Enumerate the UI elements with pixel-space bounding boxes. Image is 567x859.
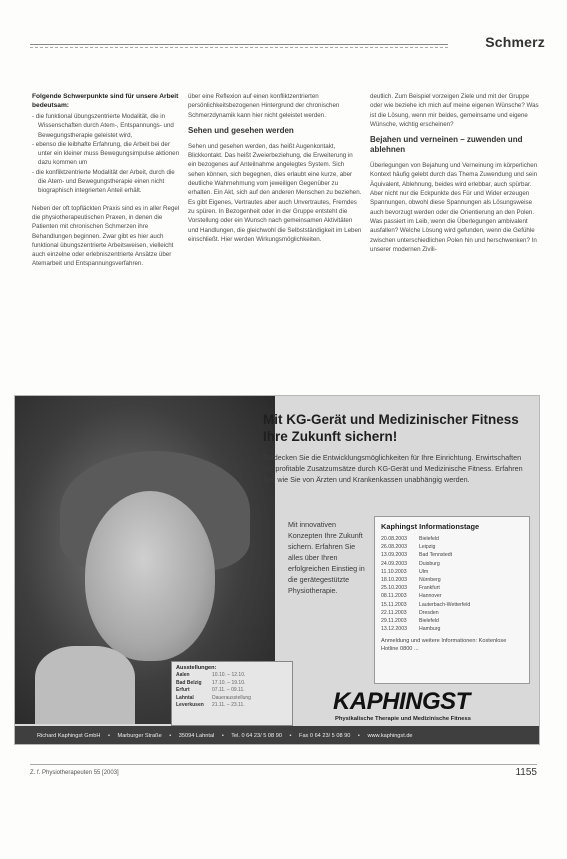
- info-city: Ulm: [419, 568, 429, 575]
- exhibition-city: Bad Belzig: [176, 679, 202, 686]
- subheading: Sehen und gesehen werden: [188, 125, 294, 135]
- info-date: 13.12.2003: [381, 626, 407, 633]
- exhibition-city: Leverkusen: [176, 702, 204, 709]
- logo-tagline: Physikalische Therapie und Medizinische Fitness: [335, 716, 471, 722]
- separator: •: [221, 733, 224, 739]
- info-city: Bielefeld: [419, 618, 439, 625]
- info-city: Frankfurt: [419, 585, 440, 592]
- info-date: 13.09.2003: [381, 552, 407, 559]
- website: www.kaphingst.de: [367, 733, 413, 739]
- ad-body-text: Entdecken Sie die Entwicklungsmöglichkeiten für Ihre Einrichtung. Erwirtschaften Sie profitable Zusatzumsätze durch KG-Gerät und Medizinische Fitness. Erfahren Sie, wie Sie von Ärzten und Krankenkassen unabhängig werden.: [263, 453, 523, 484]
- subheading: Bejahen und verneinen – zuwenden und ablehnen: [370, 135, 523, 155]
- exhibition-city: Aalen: [176, 672, 190, 678]
- info-city: Duisburg: [419, 560, 440, 567]
- info-date: 25.10.2003: [381, 585, 407, 592]
- paragraph: deutlich. Zum Beispiel vorzeigen Ziele und mit der Gruppe oder wie beziehe ich mich auf meine eigenen Wünsche? Was ist die Lösung, wenn mir beides, gemeinsame und eigene Wünsche, wichtig erscheinen?: [370, 93, 539, 128]
- info-date: 22.11.2003: [381, 609, 407, 616]
- separator: •: [169, 733, 172, 739]
- info-row: [381, 625, 523, 633]
- paragraph: Sehen und gesehen werden, das heißt Augenkontakt, Blickkontakt. Das heißt Zweierbeziehung, die Erweiterung in ein bezogenes auf Anteilnahme angelegtes System. Sich sehen können, sich begegnen, dies erlaubt eine kurze, aber deutliche Wahrnehmung vom jeweiligen Gegenüber zu erhalten. Ein Akt, sich auf den anderen Menschen zu beziehen. Es gibt Eigenes, Vertrautes aber auch Unvertrautes, Fremdes zu spüren. In Bezogenheit oder in der Gruppe entsteht die Vorstellung oder ein Wunsch nach gemeinsamen Aktivitäten und Handlungen, die gleichwohl die Selbstständigkeit im Leben einschließt. Hier werden Wirkungsmöglichkeiten.: [188, 142, 362, 243]
- photo-face: [85, 491, 215, 661]
- paragraph: über eine Reflexion auf einen konfliktzentrierten persönlichkeitsbezogenen Hintergrund der chronischen Schmerzdynamik kann hier nicht geleistet werden.: [188, 93, 340, 119]
- info-date: 20.08.2003: [381, 536, 407, 542]
- header-rule: [30, 44, 448, 45]
- photo-shoulder: [35, 646, 135, 724]
- info-row: [381, 551, 523, 559]
- city: 35094 Lahntal: [178, 733, 215, 739]
- exhibition-date: 17.10. – 19.10.: [212, 679, 246, 686]
- info-date: 08.11.2003: [381, 593, 407, 600]
- street: Marburger Straße: [117, 733, 162, 739]
- info-row: [381, 560, 523, 568]
- fax: Fax 0 64 23/ 5 08 90: [299, 733, 351, 739]
- info-city: Bad Tennstedt: [419, 552, 453, 559]
- info-days-box: [374, 516, 530, 684]
- list-item: - die funktional übungszentrierte Modalität, die in Wissenschaften durch Atem-, Entspannungs- und Bewegungstherapie geleistet wird,: [32, 113, 174, 139]
- ad-headline: Mit KG-Gerät und Medizinischer Fitness Ihre Zukunft sichern!: [263, 412, 519, 444]
- info-city: Hamburg: [419, 626, 441, 633]
- journal-citation: Z. f. Physiotherapeuten 55 [2003]: [30, 770, 119, 776]
- text-column-2: [188, 92, 362, 250]
- list-item: - ebenso die leibhafte Erfahrung, die Arbeit bei der unter ein kleiner muss Bewegungsimpulse aktionen dazu kommen um: [32, 140, 180, 167]
- header-dashed-rule: [30, 47, 448, 48]
- info-row: [381, 535, 523, 543]
- exhibition-row: [176, 687, 288, 695]
- info-row: [381, 543, 523, 551]
- exhibition-row: [176, 695, 288, 703]
- exhibition-city: Erfurt: [176, 687, 190, 694]
- info-days-footer: Anmeldung und weitere Informationen: Kostenlose Hotline 0800 ...: [381, 638, 507, 653]
- exhibition-date: 21.11. – 23.11.: [212, 702, 245, 709]
- text-column-3: [370, 92, 542, 260]
- separator: •: [108, 733, 110, 739]
- info-row: [381, 617, 523, 625]
- info-date: 29.11.2003: [381, 618, 407, 625]
- info-row: [381, 584, 523, 592]
- exhibition-date: 10.10. – 12.10.: [212, 672, 246, 678]
- exhibition-row: [176, 680, 288, 688]
- list-item: - die konfliktzentrierte Modalität der Arbeit, durch die die Atem- und Bewegungstherapie einen nicht biographisch integrierten Anteil erhält.: [32, 168, 175, 195]
- info-city: Bielefeld: [419, 536, 439, 542]
- info-city: Hannover: [419, 593, 442, 600]
- separator: •: [289, 733, 292, 739]
- info-date: 26.08.2003: [381, 544, 407, 551]
- info-city: Leipzig: [419, 544, 436, 551]
- info-city: Lauterbach-Wetterfeld: [419, 601, 471, 608]
- info-row: [381, 576, 523, 584]
- exhibition-row: [176, 702, 288, 710]
- bullet-list: [32, 112, 182, 196]
- paragraph: Neben der oft topfläckten Praxis sind es in aller Regel die physiotherapeutischen Praxen, in denen die Patienten mit chronischen Schmerzen ihre Behandlungen beginnen. Zwar gibt es hier auch funktional übungszentrierte Arbeitsweisen, vielleicht auch einzelne oder erlebniszentrierte Ansätze über Atemarbeit und Entspannungsverfahren.: [32, 204, 180, 268]
- info-row: [381, 568, 523, 576]
- exhibitions-title: Ausstellungen:: [176, 665, 217, 671]
- kaphingst-logo: KAPHINGST: [333, 688, 470, 715]
- ad-contact-band: [15, 726, 540, 745]
- advertisement: [14, 395, 540, 745]
- paragraph: Überlegungen von Bejahung und Verneinung im körperlichen Kontext häufig gelebt durch das Thema Zuwendung und sein Äquivalent, Ablehnung, beides wird erlebbar, auch spürbar. Aber nicht nur die Eckpunkte des Für und Wider erzeugen Spannungen, obwohl diese Spannungen als Lösungsweise auch bevorzugt werden oder die Orientierung an den Polen. Was passiert im Leib, wenn die Überlegungen ambivalent ausfallen? Welche Lösung wird gefunden, wenn die Gefühle zwischen unterschiedlichen Polen hin und herschwenken? In unserer modernen Zivili-: [370, 162, 538, 253]
- separator: •: [357, 733, 360, 739]
- info-row: [381, 592, 523, 600]
- info-city: Nürnberg: [419, 577, 441, 584]
- exhibition-city: Lahntal: [176, 694, 194, 701]
- exhibitions-box: [171, 661, 293, 726]
- ad-concept-text: Mit innovativen Konzepten Ihre Zukunft sichern. Erfahren Sie alles über Ihren erfolgreichen Einstieg in die gerätegestützte Physiotherapie.: [288, 520, 365, 595]
- info-row: [381, 609, 523, 617]
- exhibition-date: Dauerausstellung: [212, 694, 251, 701]
- page-number: 1155: [515, 767, 537, 778]
- exhibition-date: 07.11. – 09.11.: [212, 687, 245, 694]
- info-date: 15.11.2003: [381, 601, 407, 608]
- info-row: [381, 601, 523, 609]
- info-city: Dresden: [419, 609, 439, 616]
- info-days-title: Kaphingst Informationstage: [381, 522, 480, 531]
- column-heading: Folgende Schwerpunkte sind für unsere Arbeit bedeutsam:: [32, 93, 179, 109]
- footer-rule: [30, 764, 537, 765]
- info-date: 24.09.2003: [381, 560, 407, 567]
- section-title: Schmerz: [485, 34, 545, 50]
- exhibition-row: [176, 672, 288, 680]
- phone: Tel. 0 64 23/ 5 08 90: [231, 733, 282, 739]
- info-date: 11.10.2003: [381, 568, 407, 575]
- info-date: 18.10.2003: [381, 577, 407, 584]
- company-name: Richard Kaphingst GmbH: [37, 733, 101, 739]
- text-column-1: [32, 92, 182, 275]
